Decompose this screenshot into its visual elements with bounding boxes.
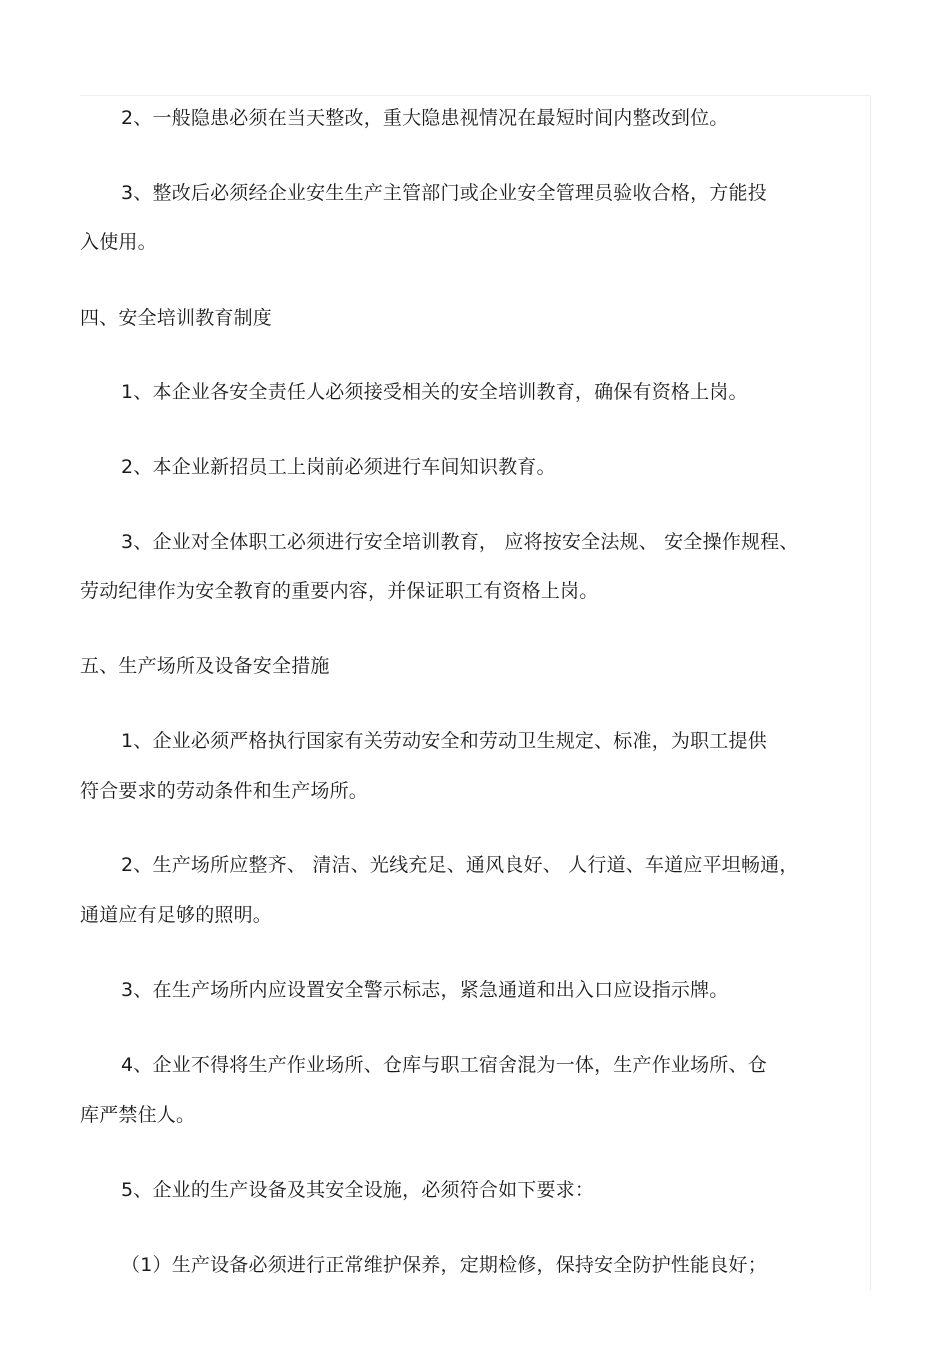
paragraph-line: 符合要求的劳动条件和生产场所。 (80, 780, 369, 802)
section-heading: 五、生产场所及设备安全措施 (80, 655, 330, 677)
paragraph-line: 4、企业不得将生产作业场所、仓库与职工宿舍混为一体，生产作业场所、仓 (121, 1054, 767, 1076)
paragraph-line: 1、本企业各安全责任人必须接受相关的安全培训教育，确保有资格上岗。 (121, 381, 748, 403)
page-border (80, 95, 871, 1291)
paragraph-line: 2、生产场所应整齐、 清洁、光线充足、通风良好、 人行道、车道应平坦畅通， (121, 854, 799, 876)
paragraph-line: 2、本企业新招员工上岗前必须进行车间知识教育。 (121, 456, 556, 478)
paragraph-line: 库严禁住人。 (80, 1104, 196, 1126)
paragraph-line: （1）生产设备必须进行正常维护保养，定期检修，保持安全防护性能良好； (121, 1254, 767, 1276)
paragraph-line: 劳动纪律作为安全教育的重要内容，并保证职工有资格上岗。 (80, 580, 599, 602)
paragraph-line: 3、整改后必须经企业安生生产主管部门或企业安全管理员验收合格，方能投 (121, 182, 767, 204)
paragraph-line: 5、企业的生产设备及其安全设施，必须符合如下要求： (121, 1179, 595, 1201)
paragraph-line: 入使用。 (80, 231, 157, 253)
paragraph-line: 1、企业必须严格执行国家有关劳动安全和劳动卫生规定、标准，为职工提供 (121, 730, 767, 752)
paragraph-line: 通道应有足够的照明。 (80, 904, 273, 926)
paragraph-line: 2、一般隐患必须在当天整改，重大隐患视情况在最短时间内整改到位。 (121, 107, 729, 129)
section-heading: 四、安全培训教育制度 (80, 307, 273, 329)
paragraph-line: 3、企业对全体职工必须进行安全培训教育， 应将按安全法规、 安全操作规程、 (121, 531, 799, 553)
paragraph-line: 3、在生产场所内应设置安全警示标志，紧急通道和出入口应设指示牌。 (121, 979, 729, 1001)
